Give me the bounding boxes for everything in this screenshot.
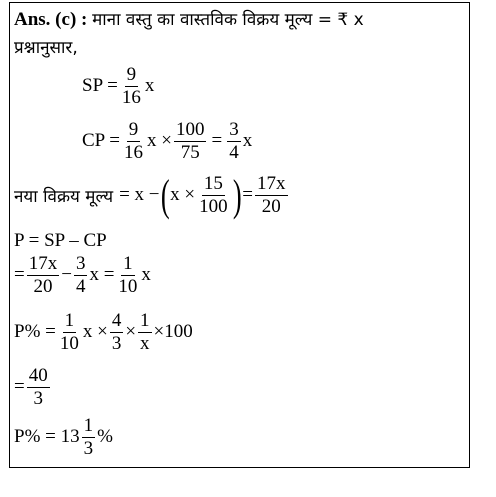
sp-fraction: $\frac{9}{16}$ bbox=[121, 64, 141, 108]
answer-statement: माना वस्तु का वास्तविक विक्रय मूल्य = ₹ x bbox=[92, 10, 364, 30]
cp-equation: CP = $\frac{9}{16}$ x × $\frac{100}{75}$ = $\frac{3}{4}$ x bbox=[82, 119, 253, 163]
cp-label: CP = bbox=[82, 130, 120, 152]
new-sp-equation: नया विक्रय मूल्य = x − ( x × $\frac{15}{100}$ ) = $\frac{17x}{20}$ bbox=[14, 170, 286, 220]
answer-label: Ans. (c) : bbox=[14, 9, 88, 30]
sp-label: SP = bbox=[82, 75, 118, 97]
profit-percent-fraction: = $\frac{40}{3}$ bbox=[14, 365, 48, 409]
sp-equation: SP = $\frac{9}{16}$ x bbox=[82, 64, 155, 108]
profit-definition: P = SP – CP bbox=[14, 230, 107, 251]
according-to-question: प्रश्नानुसार, bbox=[14, 38, 78, 58]
new-sp-label: नया विक्रय मूल्य bbox=[14, 186, 114, 207]
final-answer: P% = 13 $\frac{1}{3}$ % bbox=[14, 415, 113, 459]
profit-percent-calculation: P% = $\frac{1}{10}$ x × $\frac{4}{3}$ × $\frac{1}{x}$ ×100 bbox=[14, 310, 193, 354]
answer-heading bbox=[14, 10, 364, 29]
profit-calculation: = $\frac{17x}{20}$ − $\frac{3}{4}$ x = $\frac{1}{10}$ x bbox=[14, 253, 151, 297]
